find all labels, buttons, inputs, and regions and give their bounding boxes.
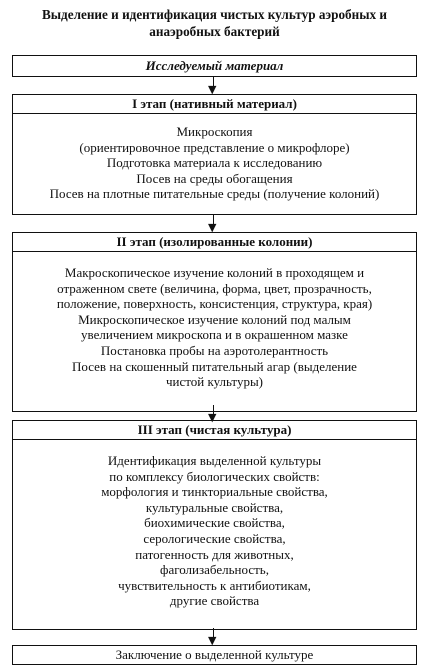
stage1-line: Посев на плотные питательные среды (получение колоний): [49, 186, 380, 202]
stage3-line: чувствительность к антибиотикам,: [118, 577, 311, 593]
stage3-line: по комплексу биологических свойств:: [109, 468, 320, 484]
stage2-underline: [13, 251, 416, 252]
stage2-line: Микроскопическое изучение колоний под малым: [78, 311, 351, 327]
diagram-title: [0, 6, 429, 40]
conclusion-box: [12, 645, 417, 665]
stage2-heading: II этап (изолированные колонии): [116, 234, 313, 249]
down-arrow-icon: ▼: [207, 77, 221, 95]
stage3-line: серологические свойства,: [143, 530, 286, 546]
stage1-line: Подготовка материала к исследованию: [106, 155, 323, 171]
stage3-line: патогенность для животных,: [135, 546, 294, 562]
title-line-2: анаэробных бактерий: [149, 24, 280, 39]
stage3-line: культуральные свойства,: [145, 499, 284, 515]
stage1-line: Микроскопия: [176, 124, 253, 139]
stage2-box: [12, 232, 417, 412]
material-label: Исследуемый материал: [145, 58, 284, 73]
stage2-line: положение, поверхность, консистенция, структура, края): [56, 296, 373, 312]
stage3-line: Идентификация выделенной культуры: [107, 453, 322, 468]
conclusion-label: Заключение о выделенной культуре: [115, 647, 314, 662]
stage3-heading: III этап (чистая культура): [137, 422, 292, 437]
stage3-underline: [13, 439, 416, 440]
material-box: [12, 55, 417, 77]
stage3-line: другие свойства: [169, 593, 260, 609]
stage1-underline: [13, 113, 416, 114]
stage3-line: фаголизабельность,: [160, 562, 269, 578]
stage2-line: Посев на скошенный питательный агар (выделение: [72, 358, 357, 374]
stage3-line: биохимические свойства,: [144, 515, 285, 531]
down-arrow-icon: ▼: [207, 405, 221, 423]
stage2-line: увеличением микроскопа и в окрашенном мазке: [81, 327, 348, 343]
stage1-line: (ориентировочное представление о микрофлоре): [79, 139, 350, 155]
down-arrow-icon: ▼: [207, 628, 221, 646]
stage1-line: Посев на среды обогащения: [136, 170, 293, 186]
stage2-line: Постановка пробы на аэротолерантность: [100, 342, 329, 358]
stage2-line: Макроскопическое изучение колоний в проходящем и: [64, 265, 365, 280]
down-arrow-icon: ▼: [207, 215, 221, 233]
stage1-heading: I этап (нативный материал): [132, 96, 297, 111]
stage2-body: [13, 265, 416, 390]
stage1-box: [12, 94, 417, 215]
stage3-box: [12, 420, 417, 630]
stage1-body: [13, 124, 416, 202]
stage2-line: отраженном свете (величина, форма, цвет, прозрачность,: [57, 280, 372, 296]
title-line-1: Выделение и идентификация чистых культур аэробных и: [41, 7, 388, 22]
stage3-line: морфология и тинкториальные свойства,: [101, 484, 328, 500]
stage3-body: [13, 453, 416, 609]
stage2-line: чистой культуры): [165, 374, 264, 390]
